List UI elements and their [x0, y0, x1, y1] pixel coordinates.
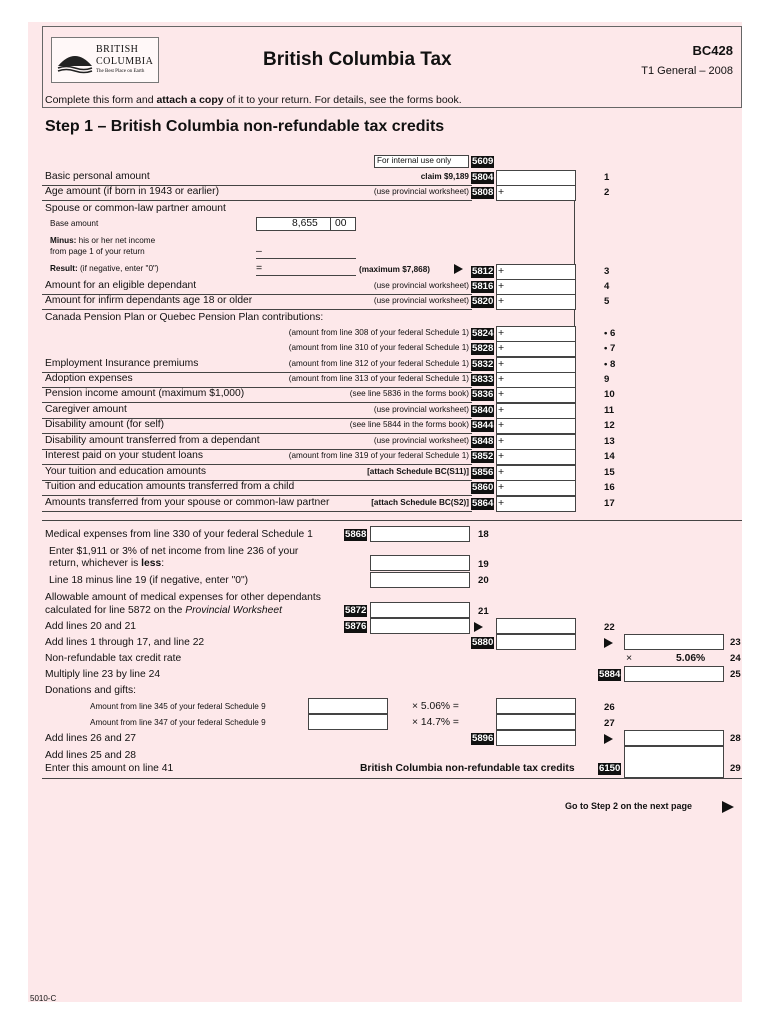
- l21-field[interactable]: [370, 602, 470, 618]
- line-amount-field[interactable]: [496, 418, 576, 434]
- l26-mult: × 5.06% =: [412, 701, 459, 712]
- l25-label: Multiply line 23 by line 24: [45, 669, 161, 680]
- line-amount-field[interactable]: [496, 465, 576, 481]
- line-note: (use provincial worksheet): [373, 187, 469, 196]
- l19-line1: Enter $1,911 or 3% of net income from line 236 of your: [49, 546, 299, 557]
- code-5880: 5880: [472, 637, 494, 648]
- line-number: 15: [604, 467, 615, 478]
- final-bottom-rule: [42, 778, 742, 779]
- line-label: Amounts transferred from your spouse or common-law partner: [45, 497, 330, 508]
- line-amount-field[interactable]: [496, 279, 576, 295]
- max-note: (maximum $7,868): [359, 265, 430, 274]
- line-amount-field[interactable]: [496, 326, 576, 342]
- line-op: +: [498, 466, 505, 478]
- line-number: 1: [604, 172, 610, 183]
- step-title: Step 1 – British Columbia non-refundable tax credits: [45, 118, 445, 135]
- bc-logo: [51, 37, 159, 83]
- line-amount-field[interactable]: [496, 341, 576, 357]
- code-5884: 5884: [599, 669, 621, 680]
- line-amount-field[interactable]: [496, 480, 576, 496]
- code-5872: 5872: [345, 605, 367, 616]
- l23-label: Add lines 1 through 17, and line 22: [45, 637, 205, 648]
- page-title: British Columbia Tax: [263, 49, 452, 70]
- line-code: 5844: [472, 420, 494, 431]
- line-note: (use provincial worksheet): [373, 296, 469, 305]
- logo-text-columbia: COLUMBIA: [96, 56, 154, 67]
- line-label: Basic personal amount: [45, 171, 150, 182]
- line-number: 10: [604, 389, 615, 400]
- line-note: (use provincial worksheet): [373, 405, 469, 414]
- line-label: Interest paid on your student loans: [45, 450, 203, 461]
- line-note: (see line 5844 in the forms book): [349, 420, 469, 429]
- line-code: 5860: [472, 482, 494, 493]
- line-rule: [42, 433, 472, 434]
- line-code: 5812: [472, 266, 494, 277]
- l23-sub-field[interactable]: [496, 634, 576, 650]
- line-note: (amount from line 319 of your federal Schedule 1): [288, 451, 469, 460]
- minus-label: Minus: his or her net income: [50, 236, 156, 245]
- line-note: (amount from line 308 of your federal Schedule 1): [288, 328, 469, 337]
- l20-label: Line 18 minus line 19 (if negative, enter "0"): [49, 575, 249, 586]
- final-line1: Add lines 25 and 28: [45, 750, 137, 761]
- cents-divider: [330, 217, 331, 231]
- line-amount-field[interactable]: [496, 264, 576, 280]
- code-5876: 5876: [345, 621, 367, 632]
- line-number: • 6: [604, 328, 616, 339]
- line-label: Adoption expenses: [45, 373, 133, 384]
- line-label: Pension income amount (maximum $1,000): [45, 388, 245, 399]
- line-num-23: 23: [730, 637, 741, 648]
- line-note: [attach Schedule BC(S11)]: [367, 467, 469, 476]
- final-line2: Enter this amount on line 41: [45, 763, 174, 774]
- line-op: +: [498, 450, 505, 462]
- sun-crest-icon: [56, 44, 94, 74]
- cpp-heading: Canada Pension Plan or Quebec Pension Plan contributions:: [45, 312, 324, 323]
- l27-label: Amount from line 347 of your federal Schedule 9: [90, 718, 266, 727]
- line-number: 2: [604, 187, 610, 198]
- line-code: 5824: [472, 328, 494, 339]
- code-6150: 6150: [599, 763, 621, 774]
- logo-tagline: The Best Place on Earth: [96, 69, 145, 74]
- line-number: • 7: [604, 343, 616, 354]
- line-code: 5820: [472, 296, 494, 307]
- line-code: 5848: [472, 436, 494, 447]
- line-amount-field[interactable]: [496, 449, 576, 465]
- l24-label: Non-refundable tax credit rate: [45, 653, 182, 664]
- l22-field[interactable]: [496, 618, 576, 634]
- line-number: 9: [604, 374, 610, 385]
- line-num-26: 26: [604, 702, 615, 713]
- minus-label-2: from page 1 of your return: [50, 247, 145, 256]
- line-num-22: 22: [604, 622, 615, 633]
- line-rule: [42, 511, 472, 512]
- internal-use-label: For internal use only: [377, 156, 452, 165]
- arrow-right-icon-22: [474, 622, 483, 632]
- logo-text-british: BRITISH: [96, 44, 139, 55]
- line-rule: [42, 309, 472, 310]
- spouse-heading: Spouse or common-law partner amount: [45, 203, 226, 214]
- result-label: Result: (if negative, enter "0"): [50, 264, 159, 273]
- code-5868: 5868: [345, 529, 367, 540]
- minus-field-line[interactable]: [256, 258, 356, 259]
- line-number: 16: [604, 482, 615, 493]
- line-op: +: [498, 342, 505, 354]
- line-code: 5856: [472, 467, 494, 478]
- line-op: +: [498, 265, 505, 277]
- line-code: 5852: [472, 451, 494, 462]
- l19-field[interactable]: [370, 555, 470, 571]
- line-number: 12: [604, 420, 615, 431]
- line-number: 4: [604, 281, 610, 292]
- line-label: Age amount (if born in 1943 or earlier): [45, 186, 219, 197]
- line-code: 5836: [472, 389, 494, 400]
- line-amount-field[interactable]: [496, 403, 576, 419]
- line-number: 11: [604, 405, 615, 416]
- line-code: 5832: [472, 359, 494, 370]
- l27-mult: × 14.7% =: [412, 717, 459, 728]
- line-amount-field[interactable]: [496, 372, 576, 388]
- line-amount-field[interactable]: [496, 434, 576, 450]
- line-label: Your tuition and education amounts: [45, 466, 207, 477]
- line-amount-field[interactable]: [496, 387, 576, 403]
- line-note: (use provincial worksheet): [373, 436, 469, 445]
- line-note: [attach Schedule BC(S2)]: [371, 498, 469, 507]
- line-amount-field[interactable]: [496, 170, 576, 186]
- line-number: 13: [604, 436, 615, 447]
- base-amount-label: Base amount: [50, 219, 99, 228]
- line-op: +: [498, 497, 505, 509]
- l28-label: Add lines 26 and 27: [45, 733, 137, 744]
- line-num-29: 29: [730, 763, 741, 774]
- line-op: +: [498, 327, 505, 339]
- line-code: 5864: [472, 498, 494, 509]
- line-label: Amount for an eligible dependant: [45, 280, 197, 291]
- line-number: 17: [604, 498, 615, 509]
- line-code: 5833: [472, 374, 494, 385]
- medical-top-rule: [42, 520, 742, 521]
- final-label: British Columbia non-refundable tax credits: [360, 763, 575, 774]
- result-field-line[interactable]: [256, 275, 356, 276]
- line-op: +: [498, 280, 505, 292]
- l21-line1: Allowable amount of medical expenses for other dependants: [45, 592, 321, 603]
- line-rule: [42, 464, 472, 465]
- l19-line2: return, whichever is less:: [49, 558, 165, 569]
- line-number: • 8: [604, 359, 616, 370]
- line-op: +: [498, 358, 505, 370]
- l18-field[interactable]: [370, 526, 470, 542]
- line-number: 14: [604, 451, 615, 462]
- line-num-21: 21: [478, 606, 489, 617]
- line-op: +: [498, 419, 505, 431]
- line-note: (see line 5836 in the forms book): [349, 389, 469, 398]
- l28-field[interactable]: [624, 730, 724, 746]
- code-5896: 5896: [472, 733, 494, 744]
- line-num-19: 19: [478, 559, 489, 570]
- line-number: 3: [604, 266, 610, 277]
- l22-sub-field[interactable]: [370, 618, 470, 634]
- base-amount-value: 8,655: [292, 218, 318, 229]
- l26-label: Amount from line 345 of your federal Schedule 9: [90, 702, 266, 711]
- line-amount-field[interactable]: [496, 294, 576, 310]
- arrow-right-icon-28: [604, 734, 613, 744]
- minus-op: –: [256, 245, 262, 257]
- line-rule: [42, 495, 472, 496]
- form-page: [28, 22, 742, 1002]
- line-num-25: 25: [730, 669, 741, 680]
- line-rule: [42, 200, 472, 201]
- l22-label: Add lines 20 and 21: [45, 621, 137, 632]
- next-page-arrow-icon[interactable]: [722, 801, 734, 813]
- line-note: (amount from line 313 of your federal Schedule 1): [288, 374, 469, 383]
- line-code: 5840: [472, 405, 494, 416]
- line-op: +: [498, 388, 505, 400]
- line-code: 5804: [472, 172, 494, 183]
- line-label: Disability amount (for self): [45, 419, 165, 430]
- l24-times: ×: [626, 652, 633, 664]
- final-field[interactable]: [624, 746, 724, 778]
- line-num-28: 28: [730, 733, 741, 744]
- line-op: +: [498, 373, 505, 385]
- code-5609: 5609: [472, 156, 494, 167]
- line-code: 5828: [472, 343, 494, 354]
- l26-amount-field[interactable]: [308, 698, 388, 714]
- line-note: (amount from line 312 of your federal Schedule 1): [288, 359, 469, 368]
- arrow-right-icon: [454, 264, 463, 274]
- l20-field[interactable]: [370, 572, 470, 588]
- line-code: 5816: [472, 281, 494, 292]
- line-amount-field[interactable]: [496, 357, 576, 373]
- arrow-right-icon-23: [604, 638, 613, 648]
- line-num-20: 20: [478, 575, 489, 586]
- l24-rate: 5.06%: [676, 653, 706, 664]
- line-label: Employment Insurance premiums: [45, 358, 199, 369]
- l27-amount-field[interactable]: [308, 714, 388, 730]
- line-amount-field[interactable]: [496, 496, 576, 512]
- footer-code: 5010-C: [30, 994, 57, 1003]
- l28-sub-field[interactable]: [496, 730, 576, 746]
- line-amount-field[interactable]: [496, 185, 576, 201]
- line-label: Amount for infirm dependants age 18 or older: [45, 295, 253, 306]
- result-op: =: [256, 262, 263, 274]
- line-code: 5808: [472, 187, 494, 198]
- l25-field[interactable]: [624, 666, 724, 682]
- form-code: BC428: [692, 43, 733, 58]
- line-label: Tuition and education amounts transferred from a child: [45, 481, 295, 492]
- l18-label: Medical expenses from line 330 of your federal Schedule 1: [45, 529, 313, 540]
- line-rule: [42, 402, 472, 403]
- line-num-24: 24: [730, 653, 741, 664]
- line-op: +: [498, 186, 505, 198]
- line-op: +: [498, 435, 505, 447]
- line-op: +: [498, 404, 505, 416]
- line-label: Disability amount transferred from a dependant: [45, 435, 260, 446]
- line-num-27: 27: [604, 718, 615, 729]
- line-num-18: 18: [478, 529, 489, 540]
- intro-text: Complete this form and attach a copy of it to your return. For details, see the forms book.: [45, 94, 462, 106]
- line-number: 5: [604, 296, 610, 307]
- line-label: Caregiver amount: [45, 404, 127, 415]
- l26-field[interactable]: [496, 698, 576, 714]
- line-op: +: [498, 481, 505, 493]
- line-note: claim $9,189: [420, 172, 469, 181]
- donations-heading: Donations and gifts:: [45, 685, 137, 696]
- go-next-text: Go to Step 2 on the next page: [565, 801, 693, 811]
- l27-field[interactable]: [496, 714, 576, 730]
- l21-line2: calculated for line 5872 on the Provincial Worksheet: [45, 605, 282, 616]
- line-note: (use provincial worksheet): [373, 281, 469, 290]
- base-amount-cents: 00: [335, 218, 347, 229]
- l23-field[interactable]: [624, 634, 724, 650]
- line-note: (amount from line 310 of your federal Schedule 1): [288, 343, 469, 352]
- line-op: +: [498, 295, 505, 307]
- form-subtitle: T1 General – 2008: [641, 65, 733, 77]
